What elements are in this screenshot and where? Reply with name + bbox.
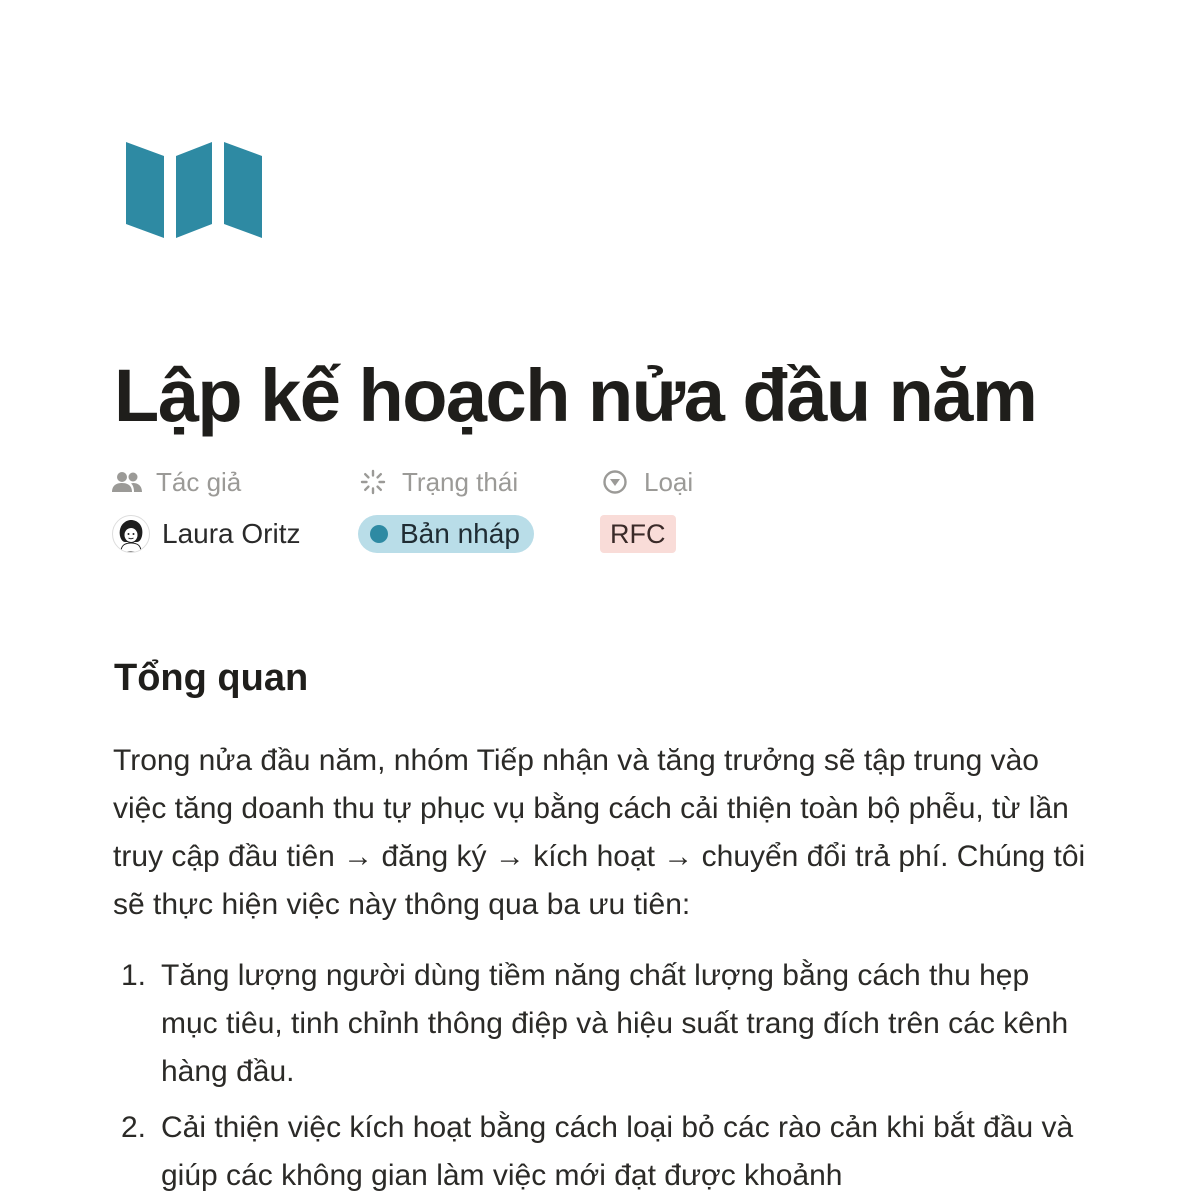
- property-author: [112, 462, 301, 549]
- people-icon: [112, 467, 142, 497]
- property-author-header[interactable]: [112, 462, 241, 502]
- list-item-text: Cải thiện việc kích hoạt bằng cách loại bỏ các rào cản khi bắt đầu và giúp các không gian làm việc mới đạt được khoảnh: [161, 1111, 1074, 1192]
- priority-list: [113, 952, 1093, 1200]
- author-value[interactable]: [112, 514, 301, 554]
- property-author-label: Tác giả: [156, 466, 242, 497]
- status-value[interactable]: [358, 514, 534, 554]
- status-text: Bản nháp: [400, 518, 520, 549]
- property-status: [358, 462, 520, 549]
- property-type: [600, 462, 694, 549]
- type-value[interactable]: [600, 514, 676, 554]
- list-item-number: 1.: [121, 959, 147, 992]
- properties-panel: [112, 462, 812, 562]
- list-item-number: 2.: [121, 1111, 147, 1144]
- page-title[interactable]: Lập kế hoạch nửa đầu năm: [114, 354, 1037, 437]
- section-heading[interactable]: Tổng quan: [114, 657, 309, 699]
- status-dot-icon: [370, 525, 388, 543]
- book-map-icon[interactable]: [124, 140, 264, 240]
- list-item[interactable]: [113, 1104, 1093, 1200]
- property-status-header[interactable]: [358, 462, 518, 502]
- type-tag[interactable]: RFC: [600, 515, 676, 553]
- overview-paragraph[interactable]: Trong nửa đầu năm, nhóm Tiếp nhận và tăng trưởng sẽ tập trung vào việc tăng doanh thu tự phục vụ bằng cách cải thiện toàn bộ phễu, từ lần truy cập đầu tiên → đăng ký → kích hoạt → chuyển đổi trả phí. Chúng tôi sẽ thực hiện việc này thông qua ba ưu tiên:: [113, 744, 1086, 921]
- chevron-circle-icon: [600, 467, 630, 497]
- list-item[interactable]: [113, 952, 1093, 1096]
- author-name: Laura Oritz: [162, 518, 301, 549]
- property-status-label: Trạng thái: [402, 466, 519, 497]
- property-type-header[interactable]: [600, 462, 693, 502]
- property-type-label: Loại: [644, 466, 694, 497]
- list-item-text: Tăng lượng người dùng tiềm năng chất lượng bằng cách thu hẹp mục tiêu, tinh chỉnh thông điệp và hiệu suất trang đích trên các kênh hàng đầu.: [161, 959, 1069, 1088]
- spinner-icon: [358, 467, 388, 497]
- status-badge[interactable]: [358, 515, 534, 553]
- avatar: [112, 515, 150, 553]
